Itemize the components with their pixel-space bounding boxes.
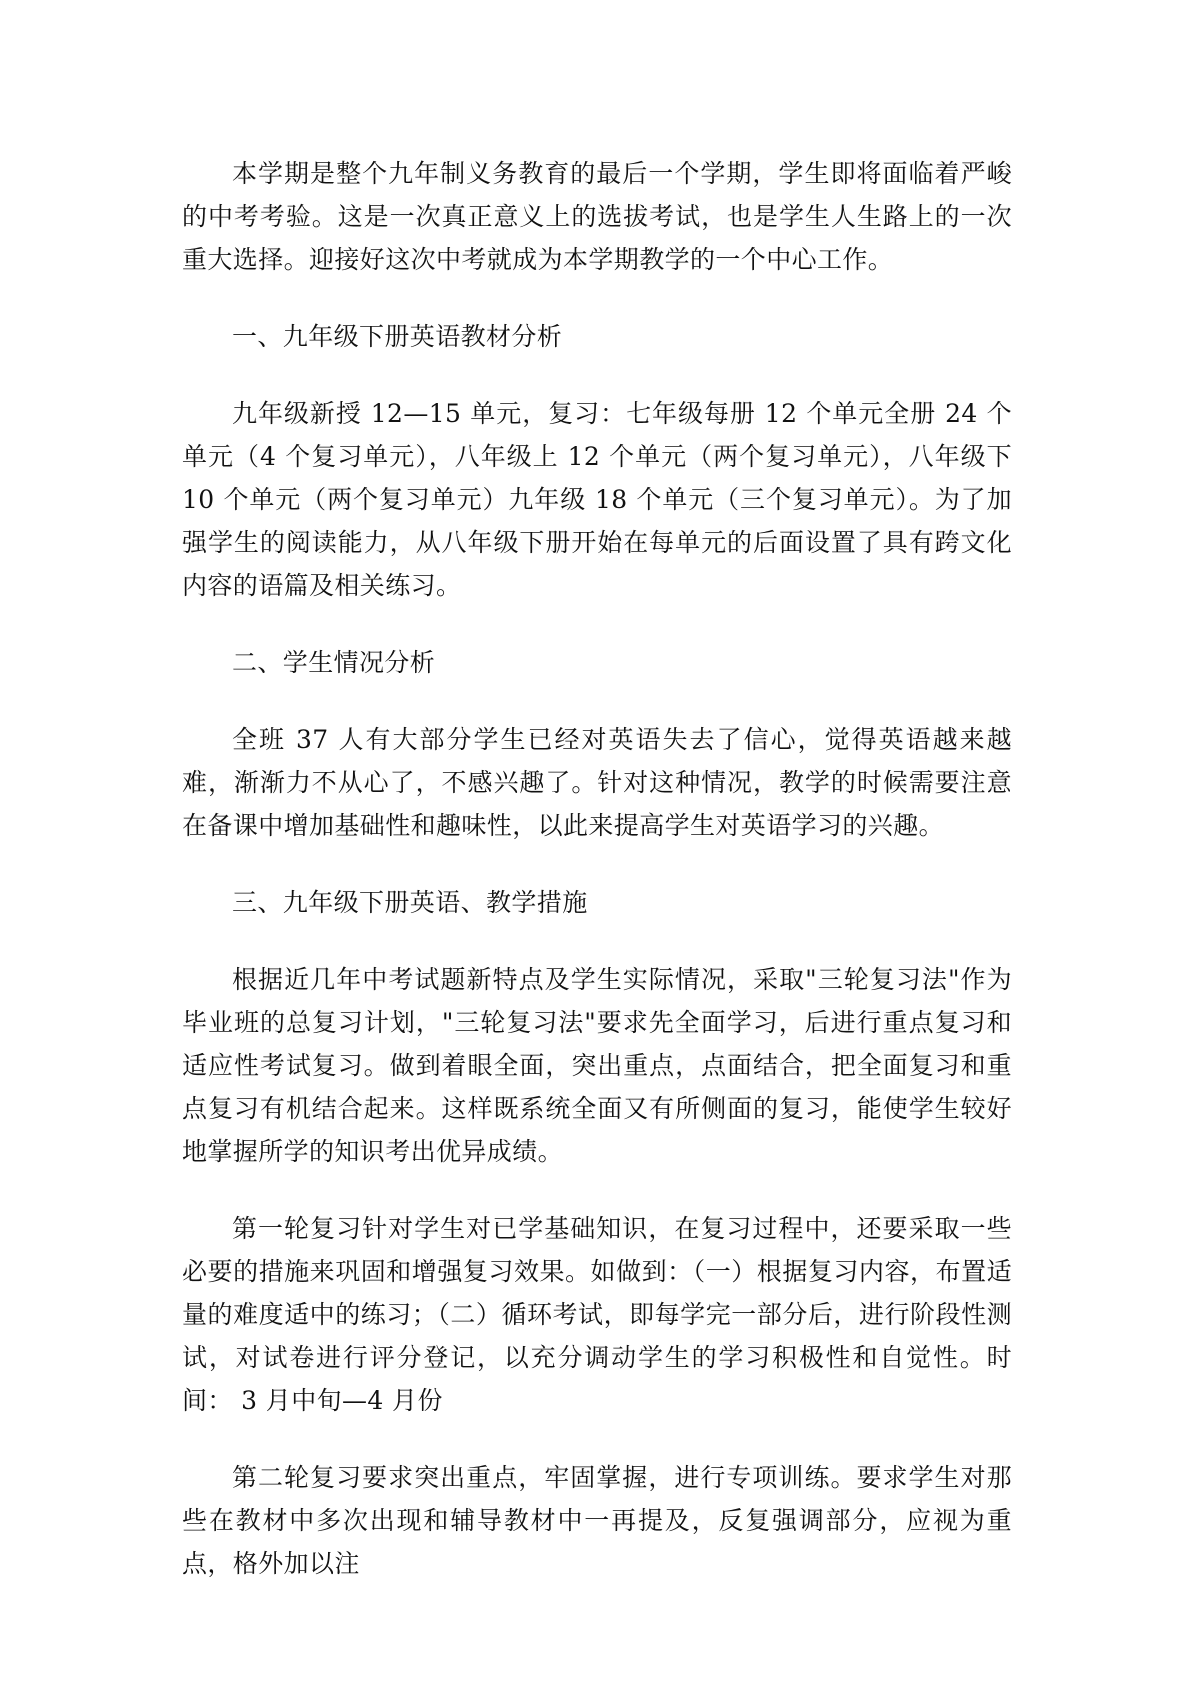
intro-paragraph: 本学期是整个九年制义务教育的最后一个学期，学生即将面临着严峻的中考考验。这是一次真正意义上的选拔考试，也是学生人生路上的一次重大选择。迎接好这次中考就成为本学期教学的一个中心工作。 xyxy=(182,159,1012,274)
section-heading-textbook-analysis: 一、九年级下册英语教材分析 xyxy=(232,322,563,351)
document-body xyxy=(182,152,1012,1619)
second-round-review-paragraph: 第二轮复习要求突出重点，牢固掌握，进行专项训练。要求学生对那些在教材中多次出现和辅导教材中一再提及，反复强调部分，应视为重点，格外加以注 xyxy=(182,1463,1012,1578)
first-round-review-paragraph: 第一轮复习针对学生对已学基础知识，在复习过程中，还要采取一些必要的措施来巩固和增强复习效果。如做到：（一）根据复习内容，布置适量的难度适中的练习；（二）循环考试，即每学完一部分后，进行阶段性测试，对试卷进行评分登记，以充分调动学生的学习积极性和自觉性。时间： 3 月中旬—4 月份 xyxy=(182,1214,1012,1415)
teaching-measures-paragraph: 根据近几年中考试题新特点及学生实际情况，采取"三轮复习法"作为毕业班的总复习计划，"三轮复习法"要求先全面学习，后进行重点复习和适应性考试复习。做到着眼全面，突出重点，点面结合，把全面复习和重点复习有机结合起来。这样既系统全面又有所侧面的复习，能使学生较好地掌握所学的知识考出优异成绩。 xyxy=(182,965,1012,1166)
section-heading-teaching-measures: 三、九年级下册英语、教学措施 xyxy=(232,888,588,917)
section-heading-student-analysis: 二、学生情况分析 xyxy=(232,648,436,677)
student-analysis-paragraph: 全班 37 人有大部分学生已经对英语失去了信心，觉得英语越来越难，渐渐力不从心了，不感兴趣了。针对这种情况，教学的时候需要注意在备课中增加基础性和趣味性，以此来提高学生对英语学习的兴趣。 xyxy=(182,725,1012,840)
textbook-analysis-paragraph: 九年级新授 12—15 单元，复习：七年级每册 12 个单元全册 24 个单元（4 个复习单元），八年级上 12 个单元（两个复习单元），八年级下 10 个单元（两个复习单元）九年级 18 个单元（三个复习单元）。为了加强学生的阅读能力，从八年级下册开始在每单元的后面设置了具有跨文化内容的语篇及相关练习。 xyxy=(182,399,1012,600)
